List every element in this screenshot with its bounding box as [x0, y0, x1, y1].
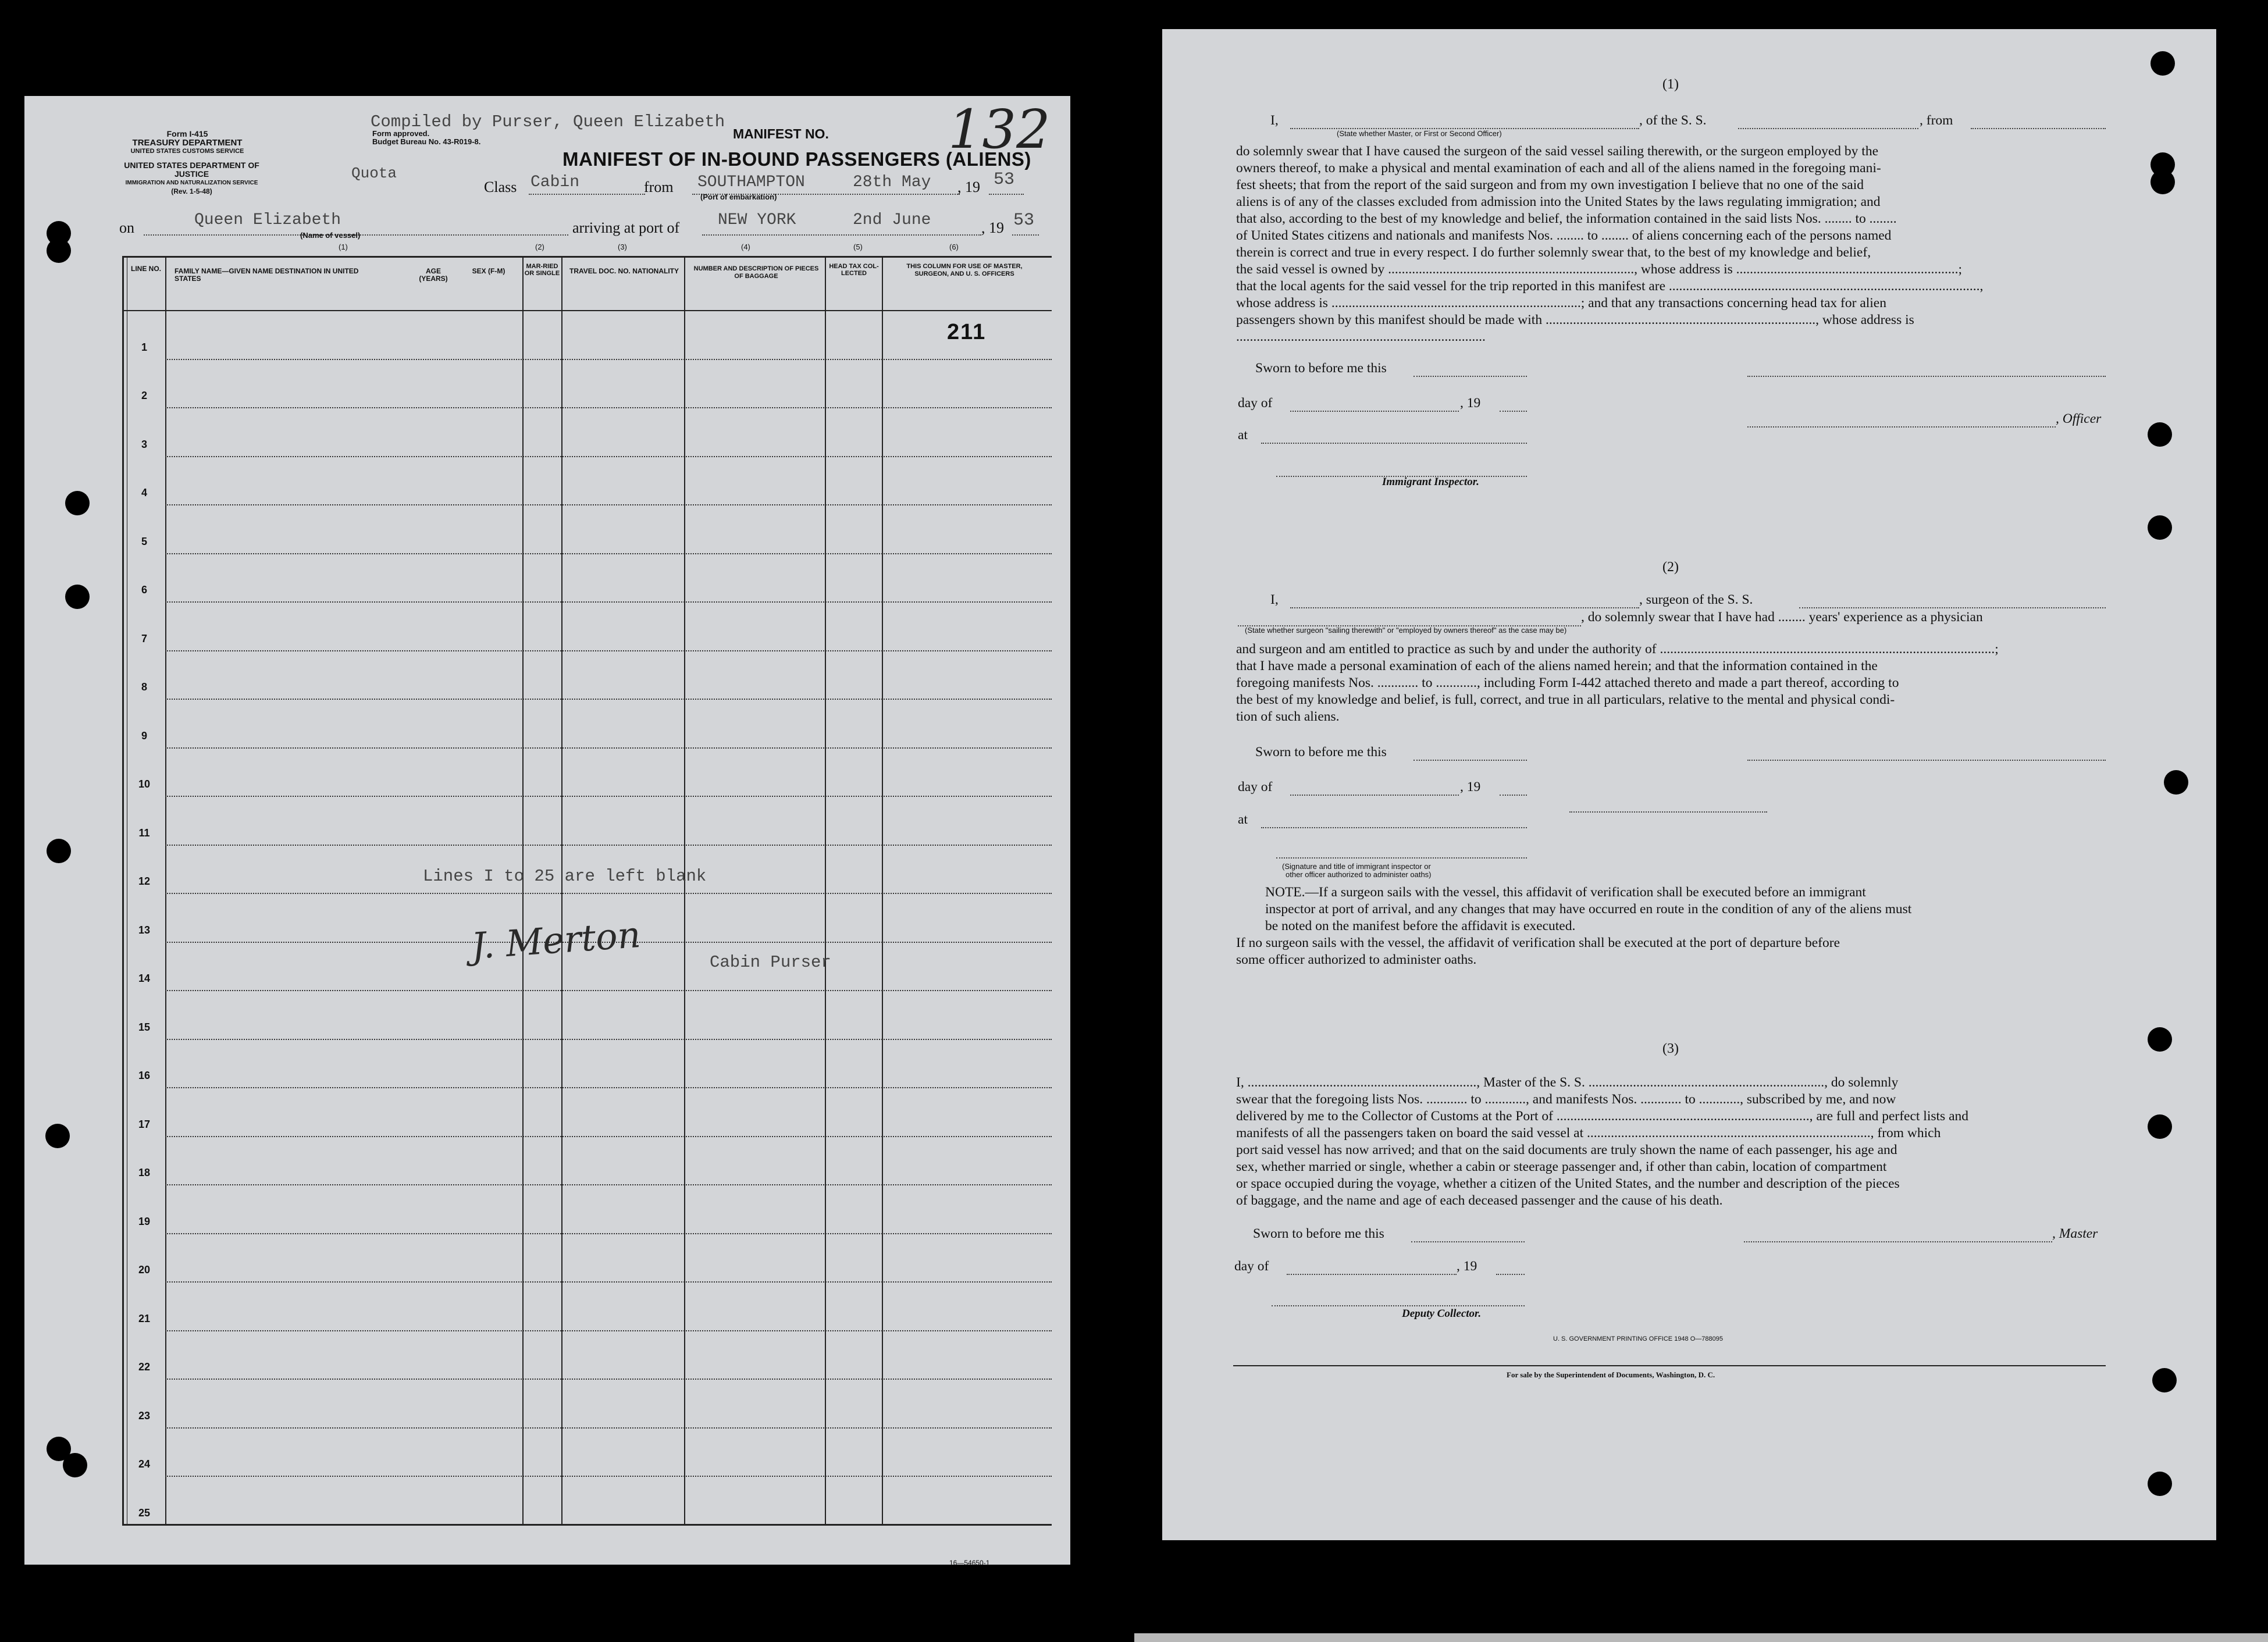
arrival-date: 2nd June	[853, 211, 931, 229]
vessel-name: Queen Elizabeth	[194, 211, 341, 229]
table-row-number: 7	[141, 632, 147, 644]
table-row	[165, 1476, 1052, 1477]
manifest-number-handwritten: 132	[948, 98, 1051, 161]
port-embarkation-caption: (Port of embarkation)	[700, 193, 777, 201]
col-num-4: (4)	[741, 243, 750, 251]
sec3-master: , Master	[2052, 1226, 2098, 1241]
table-row	[165, 456, 1052, 457]
budget-bureau: Budget Bureau No. 43-R019-8.	[372, 137, 481, 146]
table-row-number: 17	[138, 1118, 151, 1130]
header-travel-doc: TRAVEL DOC. NO. NATIONALITY	[569, 267, 679, 275]
note-text-line: inspector at port of arrival, and any changes that may have occurred en route in the condition of any of the aliens must	[1265, 902, 1912, 917]
form-revision: (Rev. 1-5-48)	[171, 187, 212, 195]
table-row-number: 19	[138, 1215, 151, 1227]
punch-hole	[45, 1124, 70, 1148]
table-row	[165, 1379, 1052, 1380]
sec1-text-line: do solemnly swear that I have caused the surgeon of the said vessel sailing therewith, or the surgeon employed by the	[1236, 144, 1879, 159]
sec1-text-line: .........................................................................	[1236, 329, 1486, 344]
col-num-3: (3)	[618, 243, 627, 251]
sec2-at: at	[1238, 812, 1248, 827]
table-row-number: 3	[141, 438, 147, 450]
manifest-title: MANIFEST OF IN-BOUND PASSENGERS (ALIENS)	[562, 148, 1031, 170]
sec2-sig-caption-1: (Signature and title of immigrant inspector or	[1282, 862, 1431, 871]
header-officers-column: THIS COLUMN FOR USE OF MASTER, SURGEON, AND U. S. OFFICERS	[906, 263, 1023, 277]
table-row-number: 12	[138, 875, 151, 887]
sec3-text-line: delivered by me to the Collector of Customs at the Port of .........................................................................., are full and perfect lists and	[1236, 1109, 1968, 1124]
sec1-from: , from	[1920, 113, 1953, 128]
sec1-text-line: fest sheets; that from the report of the said surgeon and from my own investigation I believe that no one of the said	[1236, 177, 1864, 193]
header-family-name: FAMILY NAME—GIVEN NAME DESTINATION IN UNITED STATES	[175, 267, 359, 283]
punch-hole	[2148, 422, 2172, 447]
table-row	[165, 845, 1052, 846]
passenger-table	[122, 256, 1052, 1524]
sec3-text-line: swear that the foregoing lists Nos. ............ to ............, and manifests Nos. ............ to ............, subscribed by me, and now	[1236, 1092, 1896, 1107]
col-num-2: (2)	[535, 243, 544, 251]
sec3-text-line: manifests of all the passengers taken on board the said vessel at ..................................................................................., from which	[1236, 1125, 1941, 1141]
sec3-nineteen: , 19	[1457, 1259, 1477, 1274]
table-row	[165, 990, 1052, 991]
sec1-oath-text	[1236, 143, 2109, 346]
table-row	[165, 1330, 1052, 1331]
purser-title: Cabin Purser	[710, 953, 831, 972]
vessel-caption: (Name of vessel)	[300, 231, 361, 240]
blank-lines-note: Lines I to 25 are left blank	[423, 867, 707, 886]
table-row-number: 11	[138, 827, 150, 839]
table-row	[165, 504, 1052, 505]
sec1-text-line: aliens is of any of the classes excluded from admission into the United States by the laws regulating immigration; and	[1236, 194, 1881, 209]
table-row-number: 8	[141, 681, 147, 693]
sec1-at: at	[1238, 428, 1248, 443]
year-prefix-2: , 19	[981, 219, 1004, 236]
table-row-number: 16	[138, 1070, 151, 1081]
on-label: on	[119, 219, 134, 236]
table-row-number: 24	[138, 1458, 151, 1470]
treasury-dept: TREASURY DEPARTMENT	[132, 138, 243, 148]
sec2-note2-text	[1236, 935, 2109, 968]
section-2-number: (2)	[1662, 560, 1679, 575]
sec2-oath-text	[1236, 641, 2109, 725]
arrival-year: 53	[1013, 211, 1035, 230]
table-row	[165, 553, 1052, 554]
sec2-text-line: tion of such aliens.	[1236, 709, 1340, 724]
sec3-oath-text	[1236, 1074, 2109, 1209]
form-number: Form I-415	[166, 129, 208, 138]
table-row	[165, 1184, 1052, 1185]
sec2-day-of: day of	[1238, 779, 1273, 795]
punch-hole	[2150, 51, 2175, 76]
sec3-deputy-collector: Deputy Collector.	[1402, 1308, 1482, 1320]
from-label: from	[644, 179, 674, 195]
table-row-number: 6	[141, 584, 147, 596]
table-row-number: 13	[138, 924, 151, 936]
sec3-text-line: of baggage, and the name and age of each deceased passenger and the cause of his death.	[1236, 1193, 1723, 1208]
sec2-surgeon-of: , surgeon of the S. S.	[1639, 592, 1753, 607]
sec1-state-caption: (State whether Master, or First or Second Officer)	[1337, 129, 1502, 138]
ins-service: IMMIGRATION AND NATURALIZATION SERVICE	[125, 180, 258, 186]
table-row	[165, 1039, 1052, 1040]
table-row	[165, 650, 1052, 651]
punch-hole	[65, 491, 90, 515]
class-label: Class	[484, 179, 517, 195]
punch-hole	[63, 1453, 87, 1477]
sec2-text-line: the best of my knowledge and belief, is full, correct, and true in all particulars, relative to the mental and physical condi-	[1236, 692, 1895, 707]
punch-hole	[2150, 170, 2175, 194]
note-text-line: NOTE.—If a surgeon sails with the vessel, this affidavit of verification shall be executed before an immigrant	[1265, 885, 1866, 900]
customs-service: UNITED STATES CUSTOMS SERVICE	[130, 148, 244, 155]
sec1-immigrant-inspector: Immigrant Inspector.	[1382, 476, 1479, 488]
header-line-no: LINE NO.	[130, 265, 161, 273]
punch-hole	[2148, 1472, 2172, 1496]
note-text-line: be noted on the manifest before the affidavit is executed.	[1265, 918, 1576, 934]
table-row-number: 5	[141, 535, 147, 547]
form-approved: Form approved.	[372, 129, 430, 138]
sec2-note-text	[1236, 884, 2109, 935]
table-row	[165, 1087, 1052, 1088]
table-row	[165, 407, 1052, 408]
year-prefix-1: , 19	[957, 179, 980, 195]
sec1-text-line: whose address is .........................................................................; and that any transactions concerning head tax for alien	[1236, 295, 1886, 311]
quota-stamp: Quota	[351, 165, 397, 182]
header-baggage: NUMBER AND DESCRIPTION OF PIECES OF BAGGAGE	[693, 265, 819, 280]
sec2-swear-line: , do solemnly swear that I have had ........ years' experience as a physician	[1581, 610, 1983, 625]
punch-hole	[65, 585, 90, 609]
purser-signature: J. Merton	[469, 913, 642, 968]
sec3-sworn: Sworn to before me this	[1253, 1226, 1384, 1241]
from-value: SOUTHAMPTON	[697, 173, 805, 191]
gpo-imprint: U. S. GOVERNMENT PRINTING OFFICE 1948 O—788095	[1553, 1335, 1723, 1342]
sec3-text-line: sex, whether married or single, whether a cabin or steerage passenger and, if other than cabin, location of compartment	[1236, 1159, 1887, 1174]
punch-hole	[2148, 1027, 2172, 1052]
table-row	[165, 1136, 1052, 1137]
arriving-label: arriving at port of	[572, 219, 680, 236]
sec2-sig-caption-2: other officer authorized to administer oaths)	[1286, 870, 1432, 879]
sec1-text-line: that the local agents for the said vessel for the trip reported in this manifest are ...........................................................................................,	[1236, 279, 1984, 294]
sec2-text-line: that I have made a personal examination of each of the aliens named herein; and that the information contained in the	[1236, 658, 1878, 674]
sec2-nineteen: , 19	[1460, 779, 1481, 795]
note2-text-line: If no surgeon sails with the vessel, the affidavit of verification shall be executed at the port of departure before	[1236, 935, 1840, 950]
table-row	[165, 1427, 1052, 1429]
table-row	[165, 601, 1052, 603]
table-row	[165, 699, 1052, 700]
sec1-day-of: day of	[1238, 396, 1273, 411]
punch-hole	[47, 238, 71, 263]
sec1-i-label: I,	[1270, 113, 1279, 128]
departure-year: 53	[994, 170, 1015, 190]
sec3-day-of: day of	[1234, 1259, 1269, 1274]
table-row	[165, 747, 1052, 749]
justice-dept: UNITED STATES DEPARTMENT OF JUSTICE	[124, 161, 259, 179]
compiled-by-stamp: Compiled by Purser, Queen Elizabeth	[371, 112, 725, 131]
punch-hole	[47, 839, 71, 863]
manifest-back-page	[1162, 29, 2216, 1540]
table-row-number: 2	[141, 390, 147, 401]
section-1-number: (1)	[1662, 77, 1679, 92]
sec2-text-line: foregoing manifests Nos. ............ to ............, including Form I-442 attached thereto and made a part thereof, according to	[1236, 675, 1899, 690]
header-married: MAR-RIED OR SINGLE	[524, 263, 560, 277]
class-value: Cabin	[530, 173, 580, 191]
table-row-number: 15	[138, 1021, 151, 1033]
header-head-tax: HEAD TAX COL-LECTED	[829, 263, 879, 277]
sec1-text-line: therein is correct and true in every respect. I do further solemnly swear that, to the best of my knowledge and belief,	[1236, 245, 1871, 260]
sec2-state-caption: (State whether surgeon "sailing therewith" or "employed by owners thereof" as the case may be)	[1245, 626, 1567, 635]
note2-text-line: some officer authorized to administer oaths.	[1236, 952, 1477, 967]
sec1-text-line: owners thereof, to make a physical and mental examination of each and all of the aliens named in the foregoing mani-	[1236, 161, 1881, 176]
table-row-number: 1	[141, 341, 147, 353]
arrival-port: NEW YORK	[718, 211, 796, 229]
for-sale-imprint: For sale by the Superintendent of Documents, Washington, D. C.	[1507, 1370, 1715, 1379]
punch-hole	[2148, 1114, 2172, 1139]
table-row	[165, 893, 1052, 894]
departure-date: 28th May	[853, 173, 931, 191]
table-row-number: 25	[138, 1506, 151, 1519]
officer-stamp-number: 211	[947, 320, 987, 344]
manifest-no-label: MANIFEST NO.	[733, 126, 829, 141]
sec3-text-line: I, ..................................................................., Master of the S. S. ....................................................................., do solemnly	[1236, 1075, 1899, 1090]
sec1-sworn: Sworn to before me this	[1255, 361, 1387, 376]
table-row-number: 20	[138, 1264, 151, 1276]
punch-hole	[2148, 515, 2172, 540]
header-age: AGE (YEARS)	[419, 267, 448, 283]
table-row-number: 21	[138, 1312, 151, 1324]
sec3-text-line: port said vessel has now arrived; and that on the said documents are truly shown the name of each passenger, his age and	[1236, 1142, 1897, 1157]
punch-hole	[2152, 1368, 2177, 1392]
manifest-front-page	[24, 96, 1070, 1565]
section-3-number: (3)	[1662, 1041, 1679, 1056]
table-row	[165, 796, 1052, 797]
sec1-nineteen: , 19	[1460, 396, 1481, 411]
table-row	[165, 359, 1052, 360]
col-num-6: (6)	[949, 243, 959, 251]
col-num-5: (5)	[853, 243, 863, 251]
table-row	[165, 1281, 1052, 1283]
table-row	[165, 1233, 1052, 1234]
sec2-sworn: Sworn to before me this	[1255, 745, 1387, 760]
table-row-number: 10	[138, 778, 151, 790]
sec1-text-line: of United States citizens and nationals and manifests Nos. ........ to ........ of aliens concerning each of the persons named	[1236, 228, 1892, 243]
header-sex: SEX (F-M)	[472, 267, 505, 275]
sec3-text-line: or space occupied during the voyage, whether a citizen of the United States, and the number and description of the pieces	[1236, 1176, 1900, 1191]
sec1-text-line: passengers shown by this manifest should be made with ..............................................................................., whose address is	[1236, 312, 1914, 327]
table-row-number: 23	[138, 1409, 151, 1422]
sec2-i-label: I,	[1270, 592, 1279, 607]
sec1-text-line: the said vessel is owned by ........................................................................, whose address is .................................................................;	[1236, 262, 1963, 277]
table-row-number: 9	[141, 729, 147, 742]
punch-hole	[2164, 770, 2188, 795]
sec1-text-line: that also, according to the best of my knowledge and belief, the information contained in the said lists Nos. ........ to ........	[1236, 211, 1897, 226]
table-row-number: 4	[141, 487, 147, 498]
table-row-number: 18	[138, 1167, 151, 1178]
col-num-1: (1)	[339, 243, 348, 251]
form-footer-code: 16—54650-1	[949, 1559, 990, 1567]
sec2-text-line: and surgeon and am entitled to practice as such by and under the authority of ..................................................................................................;	[1236, 642, 1999, 657]
table-row-number: 22	[138, 1361, 151, 1373]
bottom-edge-strip	[1134, 1633, 2268, 1642]
sec1-officer: , Officer	[2056, 411, 2102, 426]
sec1-of-ss: , of the S. S.	[1639, 113, 1707, 128]
table-row-number: 14	[138, 973, 151, 984]
